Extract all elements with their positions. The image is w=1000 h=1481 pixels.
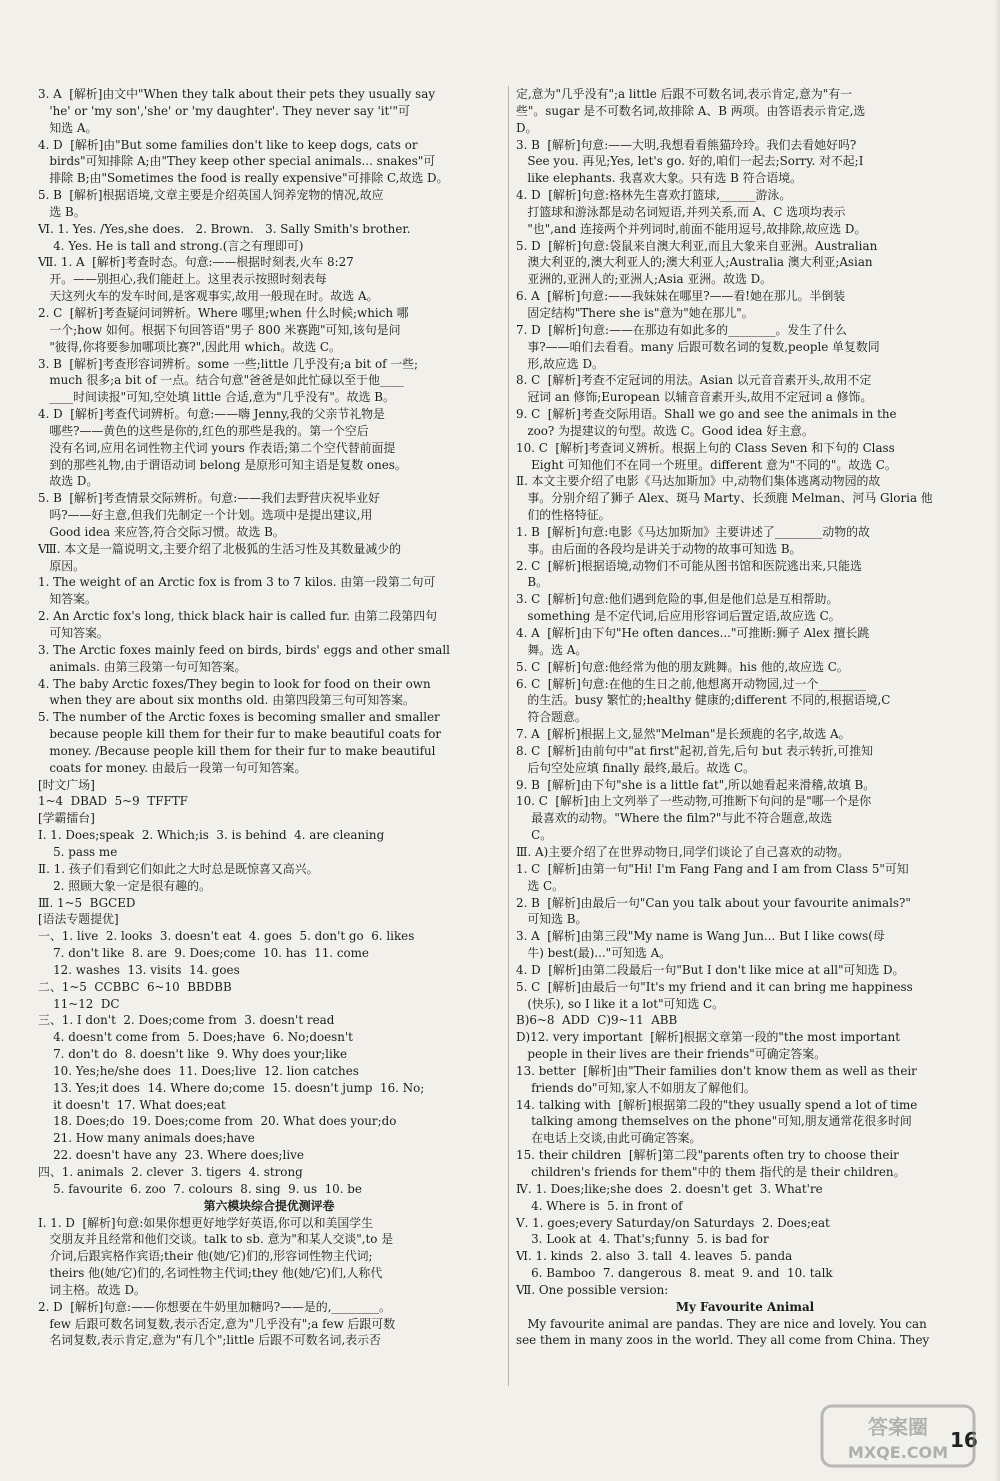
right-column-line: "也",and 连接两个并列词时,前面不能用逗号,故排除,故应选 D。 <box>516 221 867 236</box>
left-column-line: Ⅲ. 1~5 BGCED <box>38 895 136 910</box>
left-column-line: 第六模块综合提优测评卷 <box>203 1198 335 1213</box>
right-column-line: 3. B [解析]句意:——大明,我想看看熊猫玲玲。我们去看她好吗? <box>516 137 857 152</box>
left-column-line: 13. Yes;it does 14. Where do;come 15. doesn't jump 16. No; <box>38 1080 425 1095</box>
left-column-line: 开。——别担心,我们能赶上。这里表示按照时刻表每 <box>38 272 327 287</box>
right-column-line: 14. talking with [解析]根据第二段的"they usually spend a lot of time <box>516 1097 918 1112</box>
right-column-line: 10. C [解析]由上文列举了一些动物,可推断下句问的是"哪一个是你 <box>516 794 872 809</box>
right-column-line: 7. D [解析]句意:——在那边有如此多的________。发生了什么 <box>516 322 847 337</box>
left-column-line: 交朋友并且经常和他们交谈。talk to sb. 意为"和某人交谈",to 是 <box>38 1232 394 1247</box>
left-column-line: birds"可知排除 A;由"They keep other special animals... snakes"可 <box>38 154 436 169</box>
right-column-line: D。 <box>516 120 538 135</box>
left-column-line: 5. The number of the Arctic foxes is becoming smaller and smaller <box>38 710 440 725</box>
watermark-logo <box>818 1398 978 1478</box>
left-column-line: Ⅷ. 本文是一篇说明文,主要介绍了北极狐的生活习性及其数量减少的 <box>38 541 402 556</box>
left-column-line: 可知答案。 <box>38 626 109 640</box>
right-column-line: 4. Where is 5. in front of <box>516 1198 683 1213</box>
right-column-line: like elephants. 我喜欢大象。只有选 B 符合语境。 <box>516 171 803 186</box>
left-column-line: 21. How many animals does;have <box>38 1131 255 1146</box>
left-column-line: 5. B [解析]考查情景交际辨析。句意:——我们去野营庆祝毕业好 <box>38 491 380 506</box>
right-column-line: 4. A [解析]由下句"He often dances..."可推断:狮子 Alex 擅长跳 <box>516 626 870 640</box>
right-column-line: 6. Bamboo 7. dangerous 8. meat 9. and 10. talk <box>516 1266 833 1281</box>
left-column-line: 2. An Arctic fox's long, thick black hair is called fur. 由第二段第四句 <box>38 609 438 624</box>
left-column-line: it doesn't 17. What does;eat <box>38 1097 226 1112</box>
left-column-line: 4. D [解析]考查代词辨析。句意:——嗨 Jenny,我的父亲节礼物是 <box>38 407 385 422</box>
left-column-line: 1~4 DBAD 5~9 TFFTF <box>38 794 188 809</box>
right-column-line: 5. D [解析]句意:袋鼠来自澳大利亚,而且大象来自亚洲。Australian <box>516 238 878 253</box>
left-column-line: [时文广场] <box>38 777 95 792</box>
right-column-line: 们的性格特征。 <box>516 508 611 523</box>
left-column-line: 四、1. animals 2. clever 3. tigers 4. strong <box>38 1165 303 1179</box>
right-column-line: 舞。选 A。 <box>516 642 588 657</box>
right-column-line: B。 <box>516 575 548 590</box>
right-column-line: Ⅶ. One possible version: <box>516 1282 669 1297</box>
left-column-line: Ⅶ. 1. A [解析]考查时态。句意:——根据时刻表,火车 8:27 <box>38 255 354 270</box>
left-column-line: 名词复数,表示肯定,意为"有几个";little 后跟不可数名词,表示否 <box>38 1333 381 1348</box>
right-column-line: 最喜欢的动物。"Where the film?"与此不符合题意,故选 <box>516 811 833 826</box>
right-column-line: 冠词 an 修饰;European 以辅音音素开头,故用不定冠词 a 修饰。 <box>516 390 873 405</box>
right-column-line: Ⅴ. 1. goes;every Saturday/on Saturdays 2. Does;eat <box>516 1215 830 1230</box>
left-column-line: few 后跟可数名词复数,表示否定,意为"几乎没有";a few 后跟可数 <box>38 1316 396 1331</box>
right-column-line: 些"。sugar 是不可数名词,故排除 A、B 两项。由答语表示肯定,选 <box>516 103 866 118</box>
right-column-line: 5. C [解析]由最后一句"It's my friend and it can bring me happiness <box>516 979 913 994</box>
right-column-line: zoo? 为提建议的句型。故选 C。Good idea 好主意。 <box>516 423 814 438</box>
right-column-line: 5. C [解析]句意:他经常为他的朋友跳舞。his 他的,故应选 C。 <box>516 659 849 674</box>
left-column-line: 选 B。 <box>38 204 86 219</box>
left-column-line: 4. D [解析]由"But some families don't like to keep dogs, cats or <box>38 137 418 152</box>
left-column-line: 知选 A。 <box>38 120 98 135</box>
right-column-line: see them in many zoos in the world. They all come from China. They <box>516 1333 930 1348</box>
left-column-line: 7. don't do 8. doesn't like 9. Why does your;like <box>38 1047 348 1062</box>
left-column-line: 4. doesn't come from 5. Does;have 6. No;doesn't <box>38 1030 353 1045</box>
right-column-line: 澳大利亚的,澳大利亚人的;澳大利亚人;Australia 澳大利亚;Asian <box>516 255 873 270</box>
column-divider <box>508 86 509 1386</box>
left-column-line: 2. 照顾大象一定是很有趣的。 <box>38 878 211 893</box>
left-column-line: 2. C [解析]考查疑问词辨析。Where 哪里;when 什么时候;which 哪 <box>38 305 409 320</box>
right-column-line: 1. C [解析]由第一句"Hi! I'm Fang Fang and I am from Class 5"可知 <box>516 861 909 876</box>
left-column-line: 故选 D。 <box>38 474 99 489</box>
svg-text:答案圈: 答案圈 <box>868 1415 928 1439</box>
left-column-line: Good idea 来应答,符合交际习惯。故选 B。 <box>38 524 285 539</box>
right-column-line: 6. A [解析]句意:——我妹妹在哪里?——看!她在那儿。半倒装 <box>516 289 846 304</box>
right-column-line: 7. A [解析]根据上文,显然"Melman"是长颈鹿的名字,故选 A。 <box>516 727 851 742</box>
left-column-line: 5. B [解析]根据语境,文章主要是介绍英国人饲养宠物的情况,故应 <box>38 188 384 203</box>
scan-edge-shadow <box>994 0 1000 1481</box>
left-column-line: 吗?——好主意,但我们先制定一个计划。选项中是提出建议,用 <box>38 508 373 523</box>
right-column <box>516 86 974 1349</box>
left-column-line: [语法专题提优] <box>38 912 119 927</box>
left-column <box>38 86 500 1349</box>
right-column-line: 13. better [解析]由"Their families don't know them as well as their <box>516 1063 917 1078</box>
left-column-line: 4. Yes. He is tall and strong.(言之有理即可) <box>38 238 304 253</box>
right-column-line: 9. C [解析]考查交际用语。Shall we go and see the animals in the <box>516 407 897 422</box>
right-column-line: Ⅳ. 1. Does;like;she does 2. doesn't get 3. What're <box>516 1181 823 1196</box>
right-column-line: Ⅲ. A)主要介绍了在世界动物日,同学们谈论了自己喜欢的动物。 <box>516 844 850 859</box>
right-column-line: Ⅵ. 1. kinds 2. also 3. tall 4. leaves 5. panda <box>516 1249 793 1264</box>
right-column-line: 事。由后面的各段均是讲关于动物的故事可知选 B。 <box>516 541 802 556</box>
left-column-line: Ⅰ. 1. Does;speak 2. Which;is 3. is behind 4. are cleaning <box>38 828 385 843</box>
left-column-line: 排除 B;由"Sometimes the food is really expensive"可排除 C,故选 D。 <box>38 171 449 186</box>
left-column-line: money. /Because people kill them for their fur to make beautiful <box>38 743 436 758</box>
left-column-line: 1. The weight of an Arctic fox is from 3 to 7 kilos. 由第一段第二句可 <box>38 575 436 590</box>
left-column-line: Ⅱ. 1. 孩子们看到它们如此之大时总是既惊喜又高兴。 <box>38 861 319 876</box>
right-column-line: 打篮球和游泳都是动名词短语,并列关系,而 A、C 选项均表示 <box>516 204 846 219</box>
right-column-line: people in their lives are their friends"可确定答案。 <box>516 1047 827 1062</box>
left-column-line: 22. doesn't have any 23. Where does;live <box>38 1148 304 1163</box>
left-column-line: much 很多;a bit of 一点。结合句意"爸爸是如此忙碌以至于他____ <box>38 373 404 388</box>
left-column-line: 5. pass me <box>38 844 118 859</box>
right-column-line: 选 C。 <box>516 878 564 893</box>
right-column-line: 定,意为"几乎没有";a little 后跟不可数名词,表示肯定,意为"有一 <box>516 87 852 101</box>
right-column-line: 9. B [解析]由下句"she is a little fat",所以她看起来滑稽,故填 B。 <box>516 777 876 792</box>
right-column-line: 8. C [解析]由前句中"at first"起初,首先,后句 but 表示转折,可推知 <box>516 743 874 758</box>
left-column-line: when they are about six months old. 由第四段第三句可知答案。 <box>38 693 415 708</box>
right-column-line: 固定结构"There she is"意为"她在那儿"。 <box>516 305 754 320</box>
left-column-line: 一、1. live 2. looks 3. doesn't eat 4. goes 5. don't go 6. likes <box>38 929 415 944</box>
left-column-line: 5. favourite 6. zoo 7. colours 8. sing 9. us 10. be <box>38 1181 362 1196</box>
left-column-line: 哪些?——黄色的这些是你的,红色的那些是我的。第一个空后 <box>38 423 369 438</box>
left-column-line: 3. The Arctic foxes mainly feed on birds, birds' eggs and other small <box>38 642 450 657</box>
right-column-line: talking among themselves on the phone"可知,朋友通常花很多时间 <box>516 1114 912 1129</box>
right-column-line: Ⅱ. 本文主要介绍了电影《马达加斯加》中,动物们集体逃离动物园的故 <box>516 474 881 489</box>
left-column-line: 知答案。 <box>38 592 97 607</box>
right-column-line: 3. C [解析]句意:他们遇到危险的事,但是他们总是互相帮助。 <box>516 592 839 607</box>
left-column-line: 18. Does;do 19. Does;come from 20. What does your;do <box>38 1114 397 1129</box>
left-column-line: 没有名词,应用名词性物主代词 yours 作表语;第二个空代替前面提 <box>38 440 396 455</box>
right-column-line: 3. A [解析]由第三段"My name is Wang Jun... But I like cows(母 <box>516 929 885 944</box>
right-column-line: See you. 再见;Yes, let's go. 好的,咱们一起去;Sorry. 对不起;I <box>516 154 864 169</box>
left-column-line: 'he' or 'my son','she' or 'my daughter'. They never say 'it'"可 <box>38 103 410 118</box>
left-column-line: 10. Yes;he/she does 11. Does;live 12. lion catches <box>38 1063 359 1078</box>
right-column-line: children's friends for them"中的 them 指代的是 their children。 <box>516 1165 906 1179</box>
right-column-line: 8. C [解析]考查不定冠词的用法。Asian 以元音音素开头,故用不定 <box>516 373 872 388</box>
left-column-line: 三、1. I don't 2. Does;come from 3. doesn't read <box>38 1013 335 1028</box>
right-column-line: 3. Look at 4. That's;funny 5. is bad for <box>516 1232 769 1247</box>
right-column-line: 6. C [解析]句意:在他的生日之前,他想离开动物园,过一个________ <box>516 676 866 691</box>
left-column-line: 一个;how 如何。根据下句回答语"男子 800 米赛跑"可知,该句是问 <box>38 322 401 337</box>
left-column-line: 天这列火车的发车时间,是客观事实,故用一般现在时。故选 A。 <box>38 289 379 304</box>
left-column-line: because people kill them for their fur to make beautiful coats for <box>38 727 442 742</box>
right-column-line: My favourite animal are pandas. They are nice and lovely. You can <box>516 1316 927 1331</box>
svg-text:MXQE.COM: MXQE.COM <box>847 1443 949 1462</box>
left-column-line: "彼得,你将要参加哪项比赛?",因此用 which。故选 C。 <box>38 339 341 354</box>
page-number: 16 <box>950 1428 978 1452</box>
left-column-line: ____时间读报"可知,空处填 little 合适,意为"几乎没有"。故选 B。 <box>38 390 395 405</box>
right-column-line: 4. D [解析]由第二段最后一句"But I don't like mice at all"可知选 D。 <box>516 962 905 977</box>
right-column-line: Eight 可知他们不在同一个班里。different 意为"不同的"。故选 C。 <box>516 457 897 472</box>
left-column-line: 3. B [解析]考查形容词辨析。some 一些;little 几乎没有;a bit of 一些; <box>38 356 419 371</box>
right-column-line: friends do"可知,家人不如朋友了解他们。 <box>516 1080 756 1095</box>
left-column-line: 2. D [解析]句意:——你想要在牛奶里加糖吗?——是的,________。 <box>38 1299 391 1314</box>
right-column-line: C。 <box>516 828 553 843</box>
left-column-line: 词主格。故选 D。 <box>38 1282 146 1297</box>
right-column-line: D)12. very important [解析]根据文章第一段的"the most important <box>516 1030 901 1045</box>
right-column-line: My Favourite Animal <box>675 1299 815 1314</box>
right-column-line: (快乐), so I like it a lot"可知选 C。 <box>516 996 724 1011</box>
left-column-line: 3. A [解析]由文中"When they talk about their pets they usually say <box>38 87 436 101</box>
left-column-line: 12. washes 13. visits 14. goes <box>38 962 240 977</box>
right-column-line: something 是不定代词,后应用形容词后置定语,故应选 C。 <box>516 609 841 624</box>
right-column-line: 事。分别介绍了狮子 Alex、斑马 Marty、长颈鹿 Melman、河马 Gloria 他 <box>516 491 933 506</box>
left-column-line: 11~12 DC <box>38 996 120 1011</box>
left-column-line: Ⅰ. 1. D [解析]句意:如果你想更好地学好英语,你可以和美国学生 <box>38 1215 374 1230</box>
left-column-line: 二、1~5 CCBBC 6~10 BBDBB <box>38 979 232 994</box>
right-column-line: 可知选 B。 <box>516 912 588 927</box>
left-column-line: 原因。 <box>38 558 86 573</box>
right-column-line: 符合题意。 <box>516 710 587 725</box>
right-column-line: 10. C [解析]考查词义辨析。根据上句的 Class Seven 和下句的 Class <box>516 440 895 455</box>
right-column-line: 2. B [解析]由最后一句"Can you talk about your favourite animals?" <box>516 895 911 910</box>
right-column-line: 2. C [解析]根据语境,动物们不可能从图书馆和医院逃出来,只能选 <box>516 558 862 573</box>
left-column-line: coats for money. 由最后一段第一句可知答案。 <box>38 760 307 775</box>
left-column-line: 4. The baby Arctic foxes/They begin to look for food on their own <box>38 676 431 691</box>
right-column-line: 4. D [解析]句意:格林先生喜欢打篮球,______游泳。 <box>516 188 792 203</box>
right-column-line: B)6~8 ADD C)9~11 ABB <box>516 1013 678 1028</box>
left-column-line: 7. don't like 8. are 9. Does;come 10. has 11. come <box>38 946 369 961</box>
left-column-line: [学霸擂台] <box>38 811 95 826</box>
right-column-line: 在电话上交谈,由此可确定答案。 <box>516 1131 702 1146</box>
right-column-line: 形,故应选 D。 <box>516 356 604 371</box>
right-column-line: 的生活。busy 繁忙的;healthy 健康的;different 不同的,根据语境,C <box>516 693 891 708</box>
right-column-line: 后句空处应填 finally 最终,最后。故选 C。 <box>516 760 756 775</box>
right-column-line: 亚洲的,亚洲人的;亚洲人;Asia 亚洲。故选 D。 <box>516 272 773 287</box>
right-column-line: 1. B [解析]句意:电影《马达加斯加》主要讲述了________动物的故 <box>516 524 870 539</box>
left-column-line: theirs 他(她/它)们的,名词性物主代词;they 他(她/它)们,人称代 <box>38 1266 383 1281</box>
left-column-line: 介词,后跟宾格作宾语;their 他(她/它)们的,形容词性物主代词; <box>38 1249 373 1264</box>
right-column-line: 事?——咱们去看看。many 后跟可数名词的复数,people 单复数同 <box>516 339 880 354</box>
right-column-line: 15. their children [解析]第二段"parents often try to choose their <box>516 1148 899 1163</box>
right-column-line: 牛) best(最)..."可知选 A。 <box>516 946 672 961</box>
left-column-line: Ⅵ. 1. Yes. /Yes,she does. 2. Brown. 3. Sally Smith's brother. <box>38 221 411 236</box>
left-column-line: animals. 由第三段第一句可知答案。 <box>38 659 247 674</box>
left-column-line: 到的那些礼物,由于谓语动词 belong 是原形可知主语是复数 ones。 <box>38 457 407 472</box>
